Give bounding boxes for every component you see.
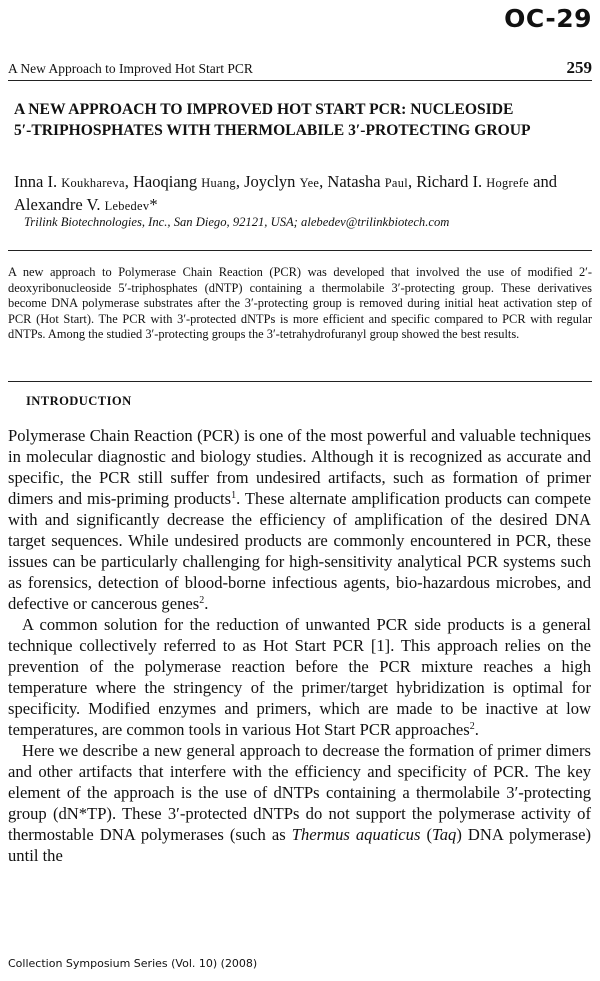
text-run: . bbox=[204, 594, 209, 613]
author-last-name: Yee bbox=[299, 176, 320, 190]
affiliation: Trilink Biotechnologies, Inc., San Diego, 92121, USA; alebedev@trilinkbiotech.com bbox=[24, 215, 450, 229]
author-first-name: Natasha bbox=[327, 172, 385, 191]
author-5 bbox=[416, 172, 529, 191]
author-separator: , bbox=[407, 172, 417, 191]
reference-superscript: 1 bbox=[231, 490, 237, 501]
paragraph-1 bbox=[8, 425, 591, 614]
author-separator: , bbox=[235, 172, 245, 191]
abstract: A new approach to Polymerase Chain Reaction (PCR) was developed that involved the use of modified 2′-deoxyribonucleoside 5′-triphosphates (dNTP) containing a thermolabile 3′-protecting group. These derivatives become DNA polymerase substrates after the 3′-protecting group is removed during initial heat activation step of PCR (Hot Start). The PCR with 3′-protected dNTPs is more efficient and specific compared to PCR with regular dNTPs. Among the studied 3′-protecting groups the 3′-tetrahydrofuranyl group showed the best results. bbox=[8, 265, 592, 341]
text-run: ) DNA polymerase) until the bbox=[8, 825, 591, 865]
paper-code: OC-29 bbox=[504, 4, 592, 33]
text-run: Here we describe a new general approach to decrease the formation of primer dimers and other artifacts that interfere with the efficiency and specificity of PCR. The key element of the approach is the use of dNTPs containing a thermolabile 3′-protecting group (dN*TP). These 3′-protected dNTPs do not support the polymerase activity of thermostable DNA polymerases (such as bbox=[8, 741, 591, 844]
author-1 bbox=[14, 172, 125, 191]
author-first-name: Joyclyn bbox=[244, 172, 300, 191]
paper-title bbox=[14, 99, 586, 141]
text-run: . bbox=[474, 720, 479, 739]
author-last-name: Hogrefe bbox=[486, 176, 529, 190]
corresponding-author-mark: * bbox=[149, 195, 158, 214]
author-first-name: Richard I. bbox=[416, 172, 487, 191]
author-first-name: Inna I. bbox=[14, 172, 62, 191]
footer-series: Collection Symposium Series (Vol. 10) (2008) bbox=[8, 957, 258, 970]
title-line-1: A NEW APPROACH TO IMPROVED HOT START PCR: NUCLEOSIDE bbox=[14, 101, 514, 118]
author-2 bbox=[133, 172, 236, 191]
author-last-name: Lebedev bbox=[104, 199, 150, 213]
author-last-name: Huang bbox=[201, 176, 236, 190]
author-separator: , bbox=[319, 172, 328, 191]
species-name: Thermus aquaticus bbox=[291, 825, 421, 844]
text-run: Polymerase Chain Reaction (PCR) is one of the most powerful and valuable techniques in molecular diagnostic and biology studies. Although it is recognized as accurate and specific, the PCR still suffer from undesired artifacts, such as formation of primer dimers and mis-priming products bbox=[8, 426, 591, 508]
paragraph-2 bbox=[8, 614, 591, 740]
author-last-name: Koukhareva bbox=[61, 176, 125, 190]
body-text bbox=[8, 425, 591, 866]
page-number: 259 bbox=[566, 58, 592, 77]
author-first-name: Alexandre V. bbox=[14, 195, 105, 214]
author-first-name: Haoqiang bbox=[133, 172, 202, 191]
reference-superscript: 2 bbox=[469, 721, 475, 732]
author-separator: , bbox=[124, 172, 134, 191]
text-run: . These alternate amplification products can compete with and significantly decrease the efficiency of amplification of the desired DNA target sequences. While undesired products are commonly encountered in PCR, these issues can be particularly challenging for high-sensitivity analytical PCR systems such as forensics, detection of blood-borne infectious agents, bio-hazardous microbes, and defective or cancerous genes bbox=[8, 489, 591, 613]
title-line-2: 5′-TRIPHOSPHATES WITH THERMOLABILE 3′-PROTECTING GROUP bbox=[14, 122, 531, 139]
text-run: ( bbox=[420, 825, 432, 844]
section-rule bbox=[8, 381, 592, 382]
author-3 bbox=[244, 172, 319, 191]
reference-superscript: 2 bbox=[199, 595, 205, 606]
abstract-top-rule bbox=[8, 250, 592, 251]
text-run: A common solution for the reduction of unwanted PCR side products is a general technique collectively referred to as Hot Start PCR [1]. This approach relies on the prevention of the polymerase reaction before the PCR mixture reaches a high temperature where the stringency of the primer/target hybridization is optimal for specificity. Modified enzymes and primers, which are made to be inactive at low temperatures, are common tools in various Hot Start PCR approaches bbox=[8, 615, 591, 739]
author-last-name: Paul bbox=[384, 176, 408, 190]
paragraph-3 bbox=[8, 740, 591, 866]
running-title: A New Approach to Improved Hot Start PCR bbox=[8, 61, 253, 76]
author-4 bbox=[327, 172, 408, 191]
taq-abbreviation: Taq bbox=[432, 825, 457, 844]
running-header bbox=[8, 58, 592, 81]
section-heading-introduction: INTRODUCTION bbox=[26, 394, 132, 408]
author-6 bbox=[14, 195, 158, 214]
author-separator: and bbox=[529, 172, 557, 191]
author-list bbox=[14, 171, 590, 217]
